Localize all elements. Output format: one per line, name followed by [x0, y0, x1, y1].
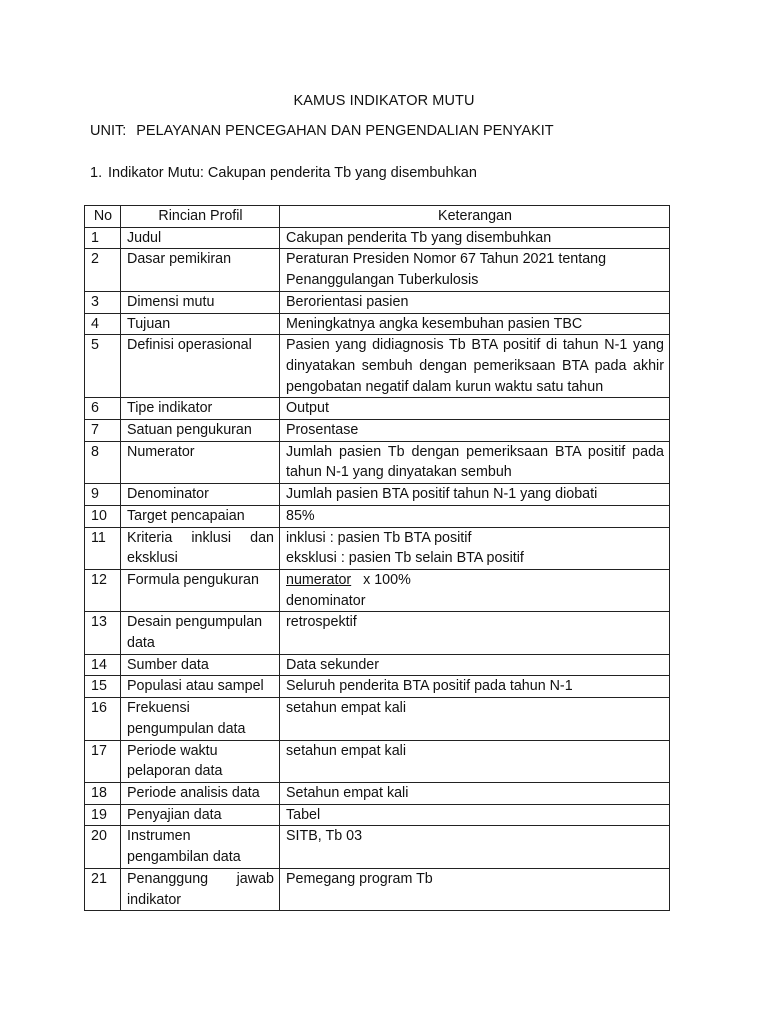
table-row	[85, 612, 670, 654]
table-row	[85, 291, 670, 313]
row-rincian: Frekuensi pengumpulan data	[121, 698, 280, 740]
unit-label: UNIT:	[90, 123, 127, 139]
row-rincian: Definisi operasional	[121, 335, 280, 398]
row-no: 5	[85, 335, 121, 398]
table-row	[85, 698, 670, 740]
row-keterangan: Seluruh penderita BTA positif pada tahun N-1	[280, 676, 670, 698]
row-no: 10	[85, 505, 121, 527]
table-row	[85, 782, 670, 804]
document-title: KAMUS INDIKATOR MUTU	[293, 93, 475, 109]
row-keterangan: 85%	[280, 505, 670, 527]
table-row	[85, 740, 670, 782]
row-keterangan: Peraturan Presiden Nomor 67 Tahun 2021 tentang Penanggulangan Tuberkulosis	[280, 249, 670, 291]
row-no: 17	[85, 740, 121, 782]
row-keterangan	[280, 527, 670, 569]
header-rincian: Rincian Profil	[121, 206, 280, 228]
row-keterangan: Cakupan penderita Tb yang disembuhkan	[280, 227, 670, 249]
row-no: 7	[85, 420, 121, 442]
table-row	[85, 249, 670, 291]
row-rincian: Tujuan	[121, 313, 280, 335]
formula-multiplier: x 100%	[363, 571, 411, 588]
row-no: 9	[85, 484, 121, 506]
row-no: 1	[85, 227, 121, 249]
table-row	[85, 335, 670, 398]
table-row	[85, 527, 670, 569]
row-keterangan: Tabel	[280, 804, 670, 826]
row-keterangan: Pasien yang didiagnosis Tb BTA positif di tahun N-1 yang dinyatakan sembuh dengan pemeriksaan BTA pada akhir pengobatan negatif dalam kurun waktu satu tahun	[280, 335, 670, 398]
row-no: 6	[85, 398, 121, 420]
row-rincian: Desain pengumpulan data	[121, 612, 280, 654]
table-row	[85, 676, 670, 698]
formula-numerator: numerator	[286, 571, 352, 588]
row-no: 11	[85, 527, 121, 569]
row-keterangan: Data sekunder	[280, 654, 670, 676]
row-no: 15	[85, 676, 121, 698]
row-keterangan: Output	[280, 398, 670, 420]
row-rincian: Judul	[121, 227, 280, 249]
table-row	[85, 313, 670, 335]
row-keterangan: setahun empat kali	[280, 740, 670, 782]
row-keterangan: setahun empat kali	[280, 698, 670, 740]
row-rincian: Instrumen pengambilan data	[121, 826, 280, 868]
row-rincian: Kriteria inklusi dan eksklusi	[121, 527, 280, 569]
row-keterangan: Meningkatnya angka kesembuhan pasien TBC	[280, 313, 670, 335]
row-keterangan: Jumlah pasien Tb dengan pemeriksaan BTA positif pada tahun N-1 yang dinyatakan sembuh	[280, 441, 670, 483]
table-row	[85, 398, 670, 420]
row-keterangan: Jumlah pasien BTA positif tahun N-1 yang diobati	[280, 484, 670, 506]
header-keterangan: Keterangan	[280, 206, 670, 228]
row-no: 21	[85, 868, 121, 910]
row-no: 13	[85, 612, 121, 654]
indicator-profile-table	[84, 205, 670, 911]
row-keterangan: Prosentase	[280, 420, 670, 442]
row-no: 8	[85, 441, 121, 483]
indicator-heading	[90, 165, 477, 181]
row-no: 2	[85, 249, 121, 291]
row-no: 16	[85, 698, 121, 740]
table-row	[85, 826, 670, 868]
table-row	[85, 227, 670, 249]
header-no: No	[85, 206, 121, 228]
row-no: 19	[85, 804, 121, 826]
row-rincian: Formula pengukuran	[121, 569, 280, 611]
row-rincian: Dimensi mutu	[121, 291, 280, 313]
table-row	[85, 804, 670, 826]
row-no: 18	[85, 782, 121, 804]
table-row	[85, 868, 670, 910]
table-row	[85, 484, 670, 506]
row-rincian: Periode waktu pelaporan data	[121, 740, 280, 782]
formula-top-line	[286, 570, 664, 591]
indicator-text: Indikator Mutu: Cakupan penderita Tb yang disembuhkan	[108, 165, 477, 181]
row-rincian: Penyajian data	[121, 804, 280, 826]
row-keterangan: Pemegang program Tb	[280, 868, 670, 910]
row-no: 3	[85, 291, 121, 313]
table-header-row	[85, 206, 670, 228]
row-keterangan: Setahun empat kali	[280, 782, 670, 804]
indicator-number: 1.	[90, 165, 103, 181]
row-no: 4	[85, 313, 121, 335]
unit-line	[90, 123, 554, 139]
row-rincian: Sumber data	[121, 654, 280, 676]
row-rincian: Satuan pengukuran	[121, 420, 280, 442]
row-rincian: Periode analisis data	[121, 782, 280, 804]
row-keterangan	[280, 569, 670, 611]
row-rincian: Numerator	[121, 441, 280, 483]
row-keterangan: SITB, Tb 03	[280, 826, 670, 868]
row-no: 12	[85, 569, 121, 611]
row-rincian: Tipe indikator	[121, 398, 280, 420]
row-no: 14	[85, 654, 121, 676]
unit-value: PELAYANAN PENCEGAHAN DAN PENGENDALIAN PENYAKIT	[136, 123, 554, 139]
table-row	[85, 420, 670, 442]
row-rincian: Penanggung jawab indikator	[121, 868, 280, 910]
inclusion-criteria: inklusi : pasien Tb BTA positif	[286, 529, 472, 546]
row-rincian: Dasar pemikiran	[121, 249, 280, 291]
row-rincian: Populasi atau sampel	[121, 676, 280, 698]
table-row	[85, 441, 670, 483]
row-rincian: Denominator	[121, 484, 280, 506]
table-row	[85, 505, 670, 527]
row-rincian: Target pencapaian	[121, 505, 280, 527]
row-no: 20	[85, 826, 121, 868]
table-row	[85, 654, 670, 676]
exclusion-criteria: eksklusi : pasien Tb selain BTA positif	[286, 550, 524, 567]
table-row	[85, 569, 670, 611]
formula-denominator: denominator	[286, 592, 366, 609]
row-keterangan: retrospektif	[280, 612, 670, 654]
row-keterangan: Berorientasi pasien	[280, 291, 670, 313]
